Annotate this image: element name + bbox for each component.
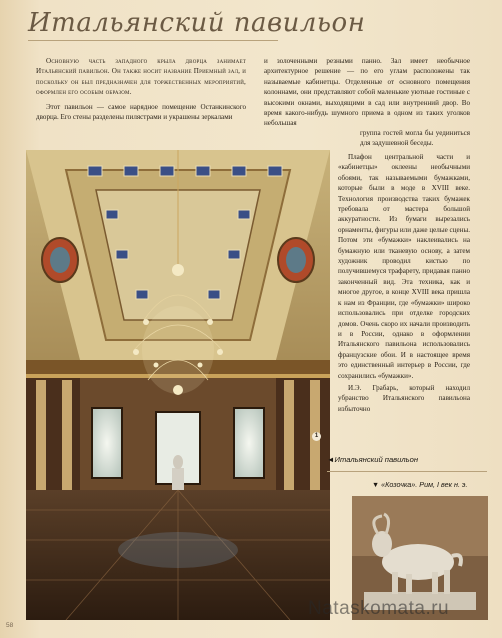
lead-text: Основную часть западного крыла дворца занимает Итальянский павильон. Он также носит название Приемный зал, и поскольку он был предназначен для торжественных мероприятий, оформлен его особым образом. bbox=[36, 57, 246, 97]
hall-caption: ◄Итальянский павильон bbox=[327, 455, 419, 464]
hall-photo-illustration bbox=[26, 150, 330, 620]
caption-divider bbox=[327, 471, 487, 472]
photo-number-badge: 1 bbox=[312, 432, 321, 441]
goat-caption: ▼ «Козочка». Рим, I век н. э. bbox=[372, 480, 468, 489]
right-paragraph-1-end bbox=[360, 128, 470, 151]
right-para-2-text: Плафон центральной части и «кабинетцы» оклеены необычными обоями, так называемыми бумажками, которые были в моде в XVIII веке. Технология производства таких бумажек требовала от мастера большой аккуратности. Из бумаги вырезались орнаменты, фигуры или даже целые сцены. Потом эти «бумажки» наклеивались на бумажную или тканевую основу, а затем художник проводил кистью по получившемуся трафарету, придавая панно законченный вид. Эта техника, как и многое другое, в конце XVIII века пришла к нам из Франции, где «бумажки» широко использовались при отделке городских домов. Очень скоро их начали производить и в России, однако в оформлении Итальянского павильона использовались французские обои. И в настоящее время это единственный интерьер в России, где сохранились «бумажки». bbox=[338, 153, 470, 380]
right-para-3-text: И.Э. Грабарь, который находил убранство Итальянского павильона избыточно bbox=[338, 383, 470, 413]
right-paragraph-2 bbox=[338, 152, 470, 416]
right-para-1-end-text: группа гостей могла бы уединиться для задушевной беседы. bbox=[360, 129, 470, 148]
left-para-text: Этот павильон — самое нарядное помещение Останкинского дворца. Его стены разделены пилястрами и украшены зеркалами bbox=[36, 103, 246, 122]
left-paragraph bbox=[36, 102, 246, 125]
right-para-1-text: и золоченными резными панно. Зал имеет необычное архитектурное решение — по его углам расположены так называемые кабинетцы. Отделенные от основного помещения колоннами, они представляют собой маленькие уютные гостиные с высокими окнами, выходящими в сад или внутренний двор. Во время какого-нибудь шумного приема в одном из таких уголков небольшая bbox=[264, 57, 470, 128]
watermark-text: Nataskomata.ru bbox=[308, 598, 450, 619]
page-title: Итальянский павильон bbox=[28, 8, 366, 38]
right-paragraph-1 bbox=[264, 56, 470, 131]
lead-paragraph bbox=[36, 56, 246, 100]
page-number: 58 bbox=[6, 622, 14, 629]
hall-photo bbox=[26, 150, 330, 620]
title-underline bbox=[28, 40, 278, 41]
